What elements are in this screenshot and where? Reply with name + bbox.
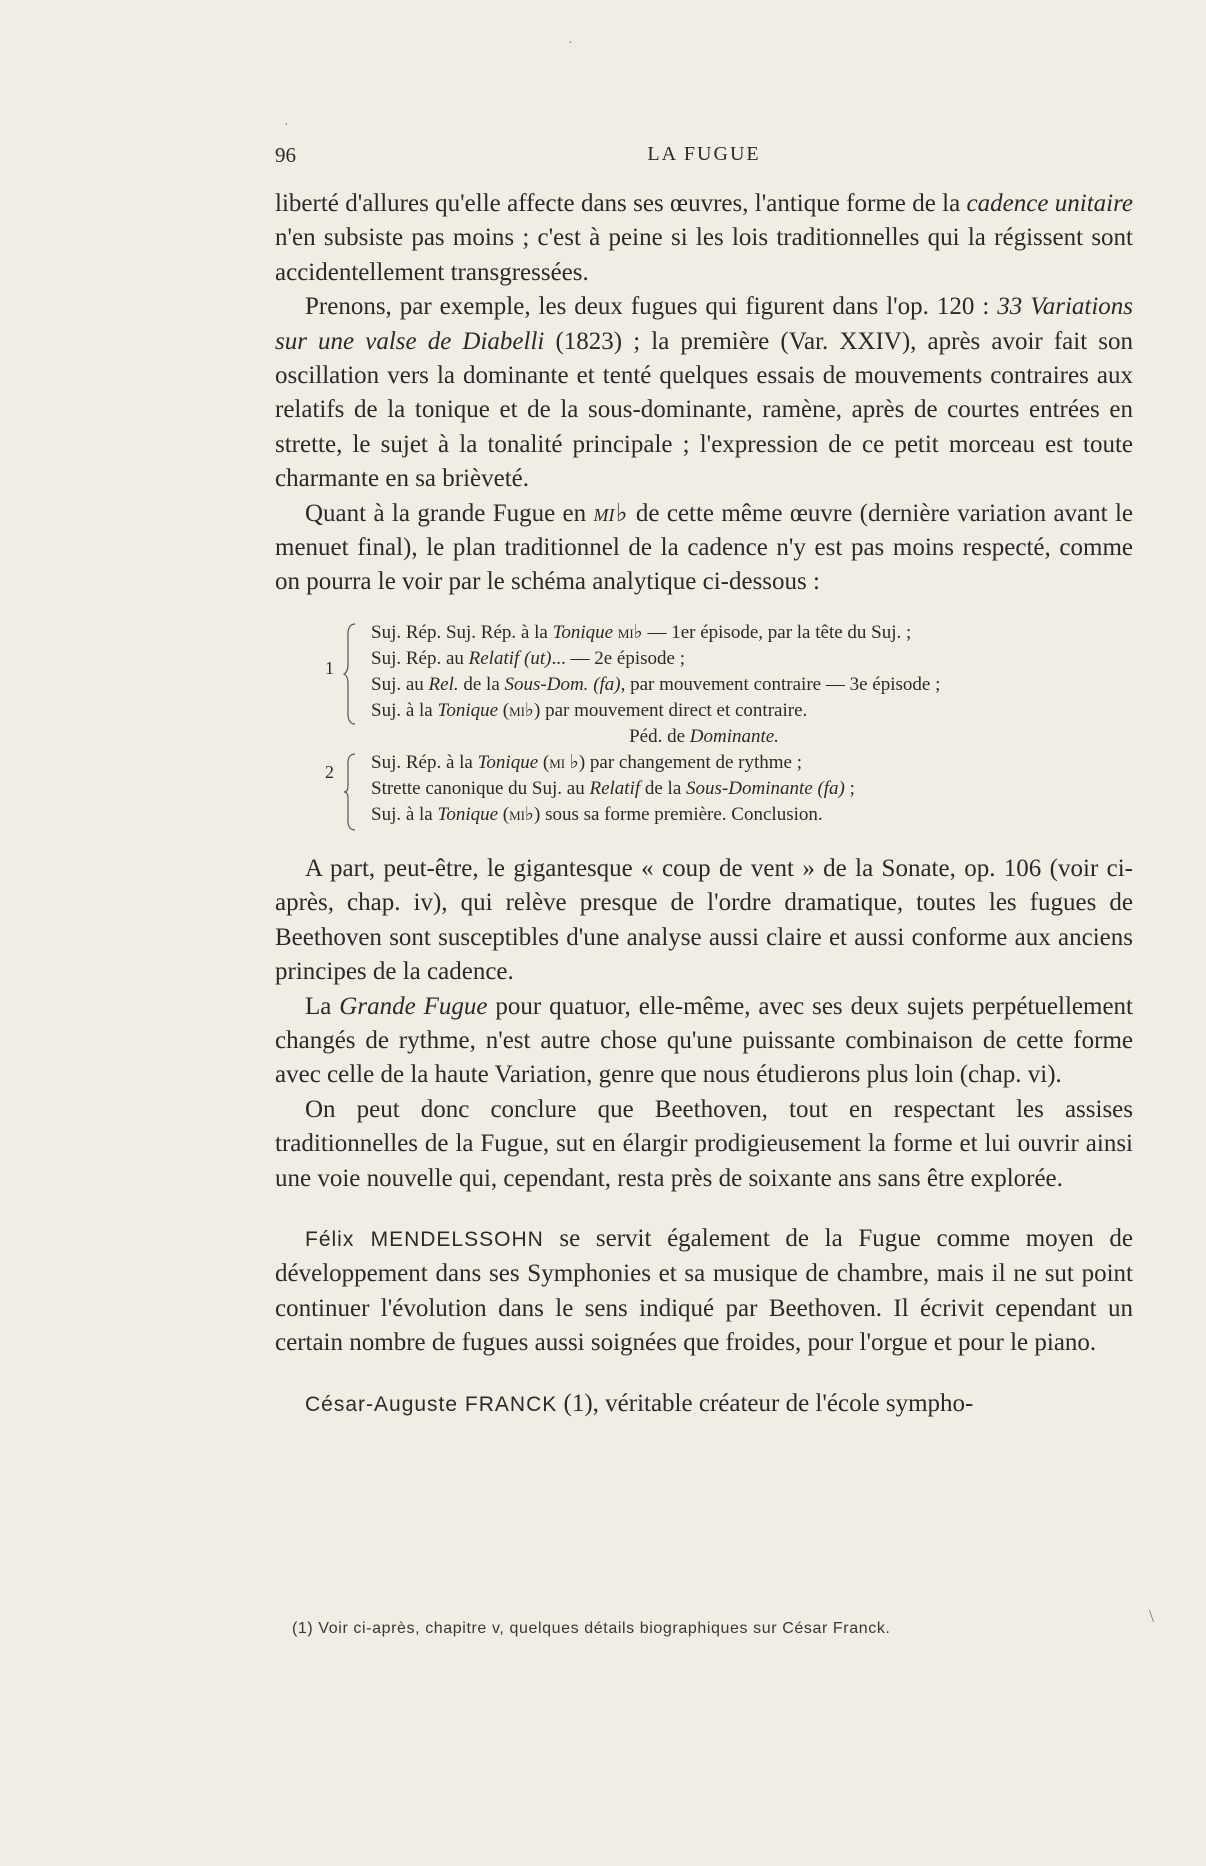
schema-line-7 [371, 776, 855, 802]
paragraph-8 [275, 1387, 1133, 1422]
paragraph-6: On peut donc conclure que Beethoven, tout en respectant les assises traditionnelles de la Fugue, sut en élargir prodigieusement la forme et lui ouvrir ainsi une voie nouvelle qui, cependant, resta près de soixante ans sans être explorée. [275, 1095, 1133, 1192]
schema-line-7-italic-2: Sous-Dominante [686, 777, 813, 799]
paragraph-5-italic: Grande Fugue [339, 992, 488, 1020]
footnote: (1) Voir ci-après, chapitre v, quelques détails biographiques sur César Franck. [292, 1620, 891, 1637]
page-number: 96 [275, 143, 296, 167]
paragraph-1-italic: cadence unitaire [966, 190, 1133, 217]
schema-line-6 [371, 750, 802, 776]
schema-line-2-rest: ... — 2e épisode ; [551, 647, 685, 669]
schema-group-1-brace [343, 622, 363, 726]
page-speck: · [568, 36, 573, 51]
schema-line-3-italic-2: Sous-Dom. [504, 673, 589, 695]
schema-line-2 [371, 646, 685, 672]
schema-line-5-italic: Dominante. [689, 725, 779, 747]
schema-line-1-rest: — 1er épisode, par la tête du Suj. ; [642, 621, 912, 643]
paragraph-8-rest: (1), véritable créateur de l'école sympho- [557, 1389, 974, 1417]
schema-line-3-rest: , par mouvement contraire — 3e épisode ; [620, 673, 941, 695]
page-speck: \ [1149, 1606, 1155, 1626]
paragraph-8-name-last: FRANCK [464, 1392, 558, 1416]
schema-line-1-text: Suj. Rép. Suj. Rép. à la [371, 621, 553, 643]
schema-line-8-rest: sous sa forme première. Conclusion. [540, 803, 823, 825]
schema-line-4-rest: par mouvement direct et contraire. [540, 699, 808, 721]
paragraph-3-text: Quant à la grande Fugue en [305, 499, 594, 527]
paragraph-5 [275, 990, 1133, 1093]
paragraph-8-name-first: César-Auguste [305, 1392, 465, 1416]
paragraph-7-name-first: Félix [305, 1227, 371, 1251]
paragraph-1 [275, 187, 1133, 290]
schema-line-7-text: Strette canonique du Suj. au [371, 777, 590, 799]
schema-line-8-key: (mi♭) [498, 803, 541, 825]
schema-line-1 [371, 620, 911, 646]
analytic-schema [275, 620, 1133, 838]
schema-line-6-key: (mi ♭) [538, 751, 586, 773]
schema-line-4-text: Suj. à la [371, 699, 438, 721]
schema-group-2-brace [343, 752, 363, 832]
schema-line-2-text: Suj. Rép. au [371, 647, 469, 669]
schema-line-4-key: (mi♭) [498, 699, 541, 721]
paragraph-5-rest: pour quatuor, elle-même, avec ses deux sujets perpétuellement changés de rythme, n'est autre chose qu'une puissante combinaison de cette forme avec celle de la haute Variation, genre que nous étudierons plus loin (chap. vi). [275, 992, 1134, 1089]
schema-line-8 [371, 802, 823, 828]
paragraph-2-work-title: 33 Variations sur une valse de Diabelli [275, 293, 1134, 355]
paragraph-1-text: liberté d'allures qu'elle affecte dans ses œuvres, l'antique forme de la [275, 190, 967, 217]
schema-line-4-italic: Tonique [437, 699, 499, 721]
schema-line-6-text: Suj. Rép. à la [371, 751, 478, 773]
schema-line-3-text-2: de la [458, 673, 505, 695]
paragraph-2 [275, 290, 1133, 496]
schema-line-8-italic: Tonique [437, 803, 499, 825]
schema-line-7-rest: ; [844, 777, 855, 799]
schema-line-5 [275, 724, 1133, 750]
page-speck: · [284, 118, 289, 133]
schema-line-3-italic: Rel. [428, 673, 459, 695]
page-body [275, 187, 1133, 1422]
schema-line-7-text-2: de la [640, 777, 687, 799]
schema-line-7-italic: Relatif [589, 777, 641, 799]
paragraph-4: A part, peut-être, le gigantesque « coup de vent » de la Sonate, op. 106 (voir ci-après, chap. iv), qui relève presque de l'ordre dramatique, toutes les fugues de Beethoven sont susceptibles d'une analyse aussi claire et aussi conforme aux anciens principes de la cadence. [275, 854, 1133, 986]
schema-line-8-text: Suj. à la [371, 803, 438, 825]
paragraph-3 [275, 497, 1133, 600]
schema-line-6-rest: par changement de rythme ; [585, 751, 803, 773]
schema-line-3-italic-3: (fa) [588, 673, 621, 695]
schema-group-2-number: 2 [325, 761, 334, 782]
schema-line-3-text: Suj. au [371, 673, 429, 695]
schema-line-7-italic-3: (fa) [812, 777, 845, 799]
paragraph-7 [275, 1222, 1133, 1361]
schema-line-1-key: mi♭ [613, 621, 643, 643]
paragraph-5-text: La [305, 992, 340, 1020]
paragraph-7-name-last: MENDELSSOHN [370, 1227, 544, 1251]
running-title: LA FUGUE [647, 143, 761, 165]
schema-line-2-italic: Relatif [468, 647, 520, 669]
paragraph-1-rest: n'en subsiste pas moins ; c'est à peine si les lois traditionnelles qui la régissent sont accidentellement transgressées. [275, 224, 1133, 286]
paragraph-2-text: Prenons, par exemple, les deux fugues qui figurent dans l'op. 120 : [305, 293, 998, 321]
schema-line-3 [371, 672, 940, 698]
schema-line-1-italic: Tonique [552, 621, 614, 643]
paragraph-3-key: mi♭ [593, 499, 629, 527]
paragraph-2-rest: (1823) ; la première (Var. XXIV), après avoir fait son oscillation vers la dominante et tenté quelques essais de mouvements contraires aux relatifs de la tonique et de la sous-dominante, ramène, après de courtes entrées en strette, le sujet à la tonalité principale ; l'expression de ce petit morceau est toute charmante en sa brièveté. [275, 327, 1134, 493]
schema-line-6-italic: Tonique [477, 751, 539, 773]
schema-line-4 [371, 698, 807, 724]
page-header [275, 143, 1133, 169]
schema-group-1-number: 1 [325, 657, 334, 678]
schema-line-5-text: Péd. de [629, 725, 690, 747]
paragraph-3-rest: de cette même œuvre (dernière variation avant le menuet final), le plan traditionnel de la cadence n'y est pas moins respecté, comme on pourra le voir par le schéma analytique ci-dessous : [275, 499, 1133, 596]
schema-line-2-italic-2: (ut) [519, 647, 552, 669]
paragraph-7-rest: se servit également de la Fugue comme moyen de développement dans ses Symphonies et sa musique de chambre, mais il ne sut point continuer l'évolution dans le sens indiqué par Beethoven. Il écrivit cependant un certain nombre de fugues aussi soignées que froides, pour l'orgue et pour le piano. [275, 1224, 1133, 1357]
